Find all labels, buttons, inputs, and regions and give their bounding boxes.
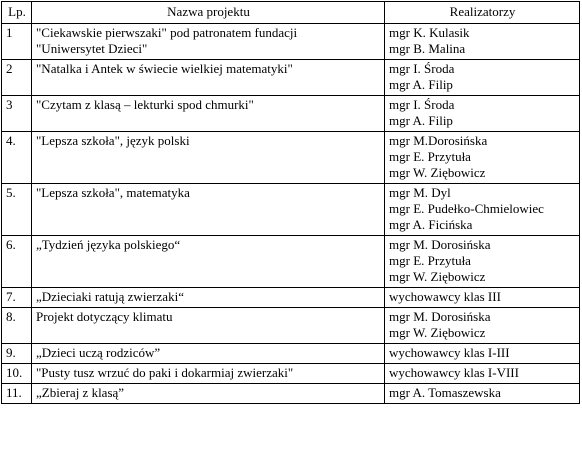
realizer-name: mgr M.Dorosińska [389,133,488,148]
row-number-cell: 5. [2,184,32,236]
project-name-line: „Zbieraj z klasą” [36,385,125,400]
row-number-cell: 2 [2,60,32,96]
project-name-cell [32,236,385,288]
project-name-cell [32,308,385,344]
realizer-name: mgr E. Przytuła [389,149,471,164]
realizer-name: mgr K. Kulasik [389,25,470,40]
project-name-line: "Pusty tusz wrzuć do paki i dokarmiaj zwierzaki" [36,365,294,380]
realizers-cell [385,132,580,184]
realizer-name: mgr M. Dyl [389,185,451,200]
row-number-cell: 8. [2,308,32,344]
project-name-line: „Tydzień języka polskiego“ [36,237,181,252]
realizer-name: mgr A. Tomaszewska [389,385,501,400]
project-name-cell [32,96,385,132]
project-name-line: "Lepsza szkoła", język polski [36,133,190,148]
project-name-line: „Dzieciaki ratują zwierzaki“ [36,289,184,304]
project-name-cell [32,60,385,96]
row-number-cell: 4. [2,132,32,184]
header-realizers: Realizatorzy [385,2,580,24]
realizers-cell [385,364,580,384]
table-body [2,24,580,404]
project-name-cell [32,132,385,184]
realizer-name: mgr I. Środa [389,97,455,112]
table-row [2,364,580,384]
realizer-name: wychowawcy klas I-III [389,345,510,360]
realizer-name: mgr I. Środa [389,61,455,76]
realizers-cell [385,60,580,96]
table-row [2,344,580,364]
table-row [2,384,580,404]
realizer-name: mgr W. Ziębowicz [389,325,486,340]
realizer-name: mgr M. Dorosińska [389,309,491,324]
project-name-cell [32,288,385,308]
table-header-row [2,2,580,24]
realizer-name: mgr E. Pudełko-Chmielowiec [389,201,544,216]
row-number-cell: 7. [2,288,32,308]
row-number-cell: 6. [2,236,32,288]
table-row [2,96,580,132]
realizer-name: mgr B. Malina [389,41,466,56]
row-number-cell: 9. [2,344,32,364]
row-number-cell: 1 [2,24,32,60]
project-name-line: "Lepsza szkoła", matematyka [36,185,190,200]
project-name-line: "Ciekawskie pierwszaki" pod patronatem fundacji [36,25,298,40]
realizer-name: wychowawcy klas I-VIII [389,365,519,380]
project-name-cell [32,184,385,236]
table-row [2,60,580,96]
header-lp: Lp. [2,2,32,24]
header-project-name: Nazwa projektu [32,2,385,24]
realizers-cell [385,344,580,364]
realizers-cell [385,96,580,132]
table-row [2,132,580,184]
realizer-name: wychowawcy klas III [389,289,501,304]
project-name-cell [32,384,385,404]
realizers-cell [385,24,580,60]
projects-table [1,1,580,404]
realizers-cell [385,308,580,344]
realizer-name: mgr E. Przytuła [389,253,471,268]
table-row [2,184,580,236]
project-name-line: "Uniwersytet Dzieci" [36,41,148,56]
realizer-name: mgr A. Filip [389,77,453,92]
project-name-cell [32,344,385,364]
table-row [2,236,580,288]
project-name-cell [32,24,385,60]
realizers-cell [385,236,580,288]
realizer-name: mgr M. Dorosińska [389,237,491,252]
realizer-name: mgr W. Ziębowicz [389,165,486,180]
row-number-cell: 11. [2,384,32,404]
project-name-line: "Czytam z klasą – lekturki spod chmurki" [36,97,254,112]
realizers-cell [385,288,580,308]
row-number-cell: 10. [2,364,32,384]
table-row [2,288,580,308]
project-name-line: "Natalka i Antek w świecie wielkiej matematyki" [36,61,293,76]
project-name-line: Projekt dotyczący klimatu [36,309,173,324]
realizers-cell [385,184,580,236]
realizer-name: mgr A. Ficińska [389,217,473,232]
realizers-cell [385,384,580,404]
row-number-cell: 3 [2,96,32,132]
table-row [2,308,580,344]
realizer-name: mgr A. Filip [389,113,453,128]
table-row [2,24,580,60]
realizer-name: mgr W. Ziębowicz [389,269,486,284]
project-name-line: „Dzieci uczą rodziców” [36,345,161,360]
project-name-cell [32,364,385,384]
